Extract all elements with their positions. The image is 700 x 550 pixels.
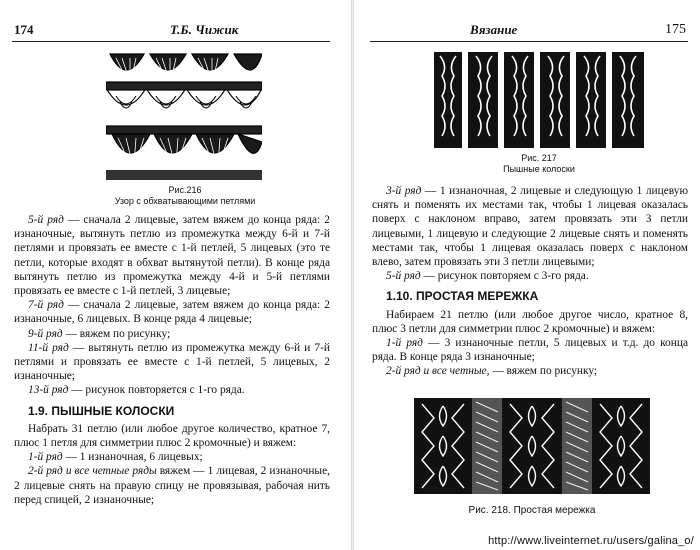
row-label: 9-й ряд [28, 327, 63, 340]
row-text: — 3 изнаночные петли, 5 лицевых и т.д. до конца ряда. В конце ряда 3 изнаночные; [372, 337, 688, 364]
figure-217-caption [434, 153, 644, 175]
row-label: 1-й ряд [386, 337, 423, 350]
section-intro: Набираем 21 петлю (или любое другое число, кратное 8, плюс 3 петли для симметрии плюс 2 кромочные) и вяжем: [372, 308, 688, 335]
row-text: — 1 изнаночная, 2 лицевые и следующую 1 лицевую снять и поменять их местами так, чтобы 1 лицевая оказалась поверх с наклоном вправо, затем провязать эти 3 петли лицевыми, 1 лицевую и следующие 2 лицевые снять и поменять местами так, чтобы 1 лицевая оказалась поверх с наклоном влево, затем провязать эти 3 петли лицевыми; [372, 185, 688, 269]
running-title: Вязание [470, 22, 518, 37]
row-text: — рисунок повторяем с 3-го ряда. [420, 270, 589, 283]
paragraph-row-3 [372, 184, 688, 269]
section-heading: 1.10. ПРОСТАЯ МЕРЕЖКА [386, 289, 539, 304]
paragraph-row-7 [14, 298, 330, 326]
row-text: — сначала 2 лицевые, затем вяжем до конца ряда: 2 изнаночные, вытянуть петлю из промежутка между 6-й и 7-й петлями и провязать ее вместе с 1-й петлей, 5 лицевых (это те петли, которые входят в обхват вытянутой петли). В конце ряда вытянуть петлю из промежутка между 4-й и 5-й петлями провязать ее вместе с 1-й петлей, 3 лицевые; [14, 214, 330, 298]
page-number: 175 [665, 22, 686, 37]
knitting-figure-217 [434, 52, 644, 148]
caption-number: Рис.216 [168, 185, 202, 195]
paragraph-row-1 [372, 336, 688, 364]
row-text: — рисунок повторяется с 1-го ряда. [68, 384, 245, 397]
row-label: 11-й ряд [28, 341, 69, 354]
row-label: 1-й ряд [28, 451, 63, 464]
caption-number: Рис. 217 [521, 153, 557, 163]
caption-title: Пышные колоски [503, 164, 575, 174]
row-label: 5-й ряд [28, 214, 64, 226]
right-body-text [372, 184, 688, 379]
row-text: — 1 изнаночная, 6 лицевых; [62, 451, 203, 464]
paragraph-row-2 [372, 364, 688, 378]
paragraph-row-5 [372, 269, 688, 283]
figure-216-caption [80, 185, 290, 207]
row-label: 3-й ряд [386, 185, 422, 197]
section-intro: Набрать 31 петлю (или любое другое количество, кратное 7, плюс 1 петля для симметрии плюс 2 кромочные) и вяжем: [14, 422, 330, 450]
paragraph-row-1 [14, 450, 330, 464]
paragraph-row-11 [14, 341, 330, 384]
header-rule [12, 41, 330, 42]
row-text: — сначала 2 лицевые, затем вяжем до конца ряда: 2 изнаночные, 6 лицевых. В конце ряда 4 лицевые; [14, 299, 330, 326]
row-text: — вяжем по рисунку; [62, 327, 171, 340]
section-heading: 1.9. ПЫШНЫЕ КОЛОСКИ [28, 403, 175, 418]
page-number: 174 [14, 22, 34, 37]
row-label: 5-й ряд [386, 270, 421, 283]
paragraph-row-13 [14, 383, 330, 397]
caption-title: Узор с обхватывающими петлями [114, 196, 256, 206]
row-text: — вытянуть петлю из промежутка между 6-й и 7-й петлями и провязать ее вместе с 1-й петлей, 5 лицевых, 2 изнаночные; [14, 341, 330, 383]
right-page [354, 0, 700, 550]
knitting-figure-218 [414, 398, 650, 494]
row-label: 2-й ряд и все четные ряды [28, 465, 157, 478]
knitting-figure-216 [106, 52, 262, 180]
row-label: 7-й ряд [28, 299, 64, 312]
figure-218-caption: Рис. 218. Простая мережка [468, 505, 596, 516]
row-text: вяжем — 1 лицевая, 2 изнаночные, 2 лицевые снять на правую спицу не провязывая, рабочая нить перед спицей, 2 изнаночные; [14, 465, 330, 506]
paragraph-row-9 [14, 327, 330, 341]
right-page-header [370, 22, 686, 42]
left-page-header [10, 22, 330, 42]
paragraph-row-2 [14, 464, 330, 507]
header-rule [370, 41, 688, 42]
footer-url: http://www.liveinternet.ru/users/galina_o/ [488, 535, 694, 547]
row-text: — вяжем по рисунку; [489, 365, 598, 378]
running-title: Т.Б. Чижик [170, 22, 239, 37]
row-label: 13-й ряд [28, 384, 69, 397]
paragraph-row-5 [14, 213, 330, 298]
row-label: 2-й ряд и все четные, [386, 365, 490, 378]
left-body-text [14, 213, 330, 507]
